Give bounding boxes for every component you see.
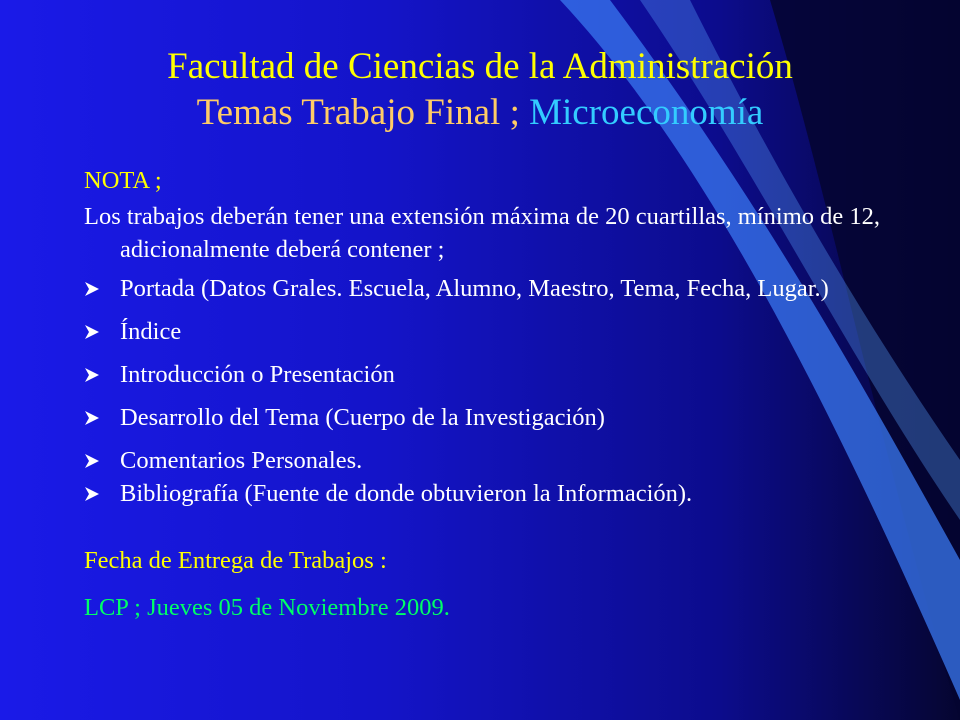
title-line-2: [0, 90, 960, 136]
list-item-bibliografia: [84, 477, 884, 510]
arrowhead-bullet-icon: [84, 453, 100, 469]
arrowhead-bullet-icon: [84, 486, 100, 502]
subtitle-part-2: Microeconomía: [529, 92, 764, 133]
fecha-label: Fecha de Entrega de Trabajos :: [84, 547, 387, 574]
list-item-comentarios: [84, 444, 884, 477]
list-item-indice: [84, 315, 884, 348]
list-item-introduccion: [84, 358, 884, 391]
spacer: [84, 510, 884, 544]
fecha-value: LCP ; Jueves 05 de Noviembre 2009.: [84, 594, 450, 621]
list-item-text: Introducción o Presentación: [120, 361, 395, 388]
arrowhead-bullet-icon: [84, 367, 100, 383]
list-item-portada: [84, 272, 884, 305]
subtitle-part-1: Temas Trabajo Final ;: [196, 92, 530, 133]
arrowhead-bullet-icon: [84, 324, 100, 340]
arrowhead-bullet-icon: [84, 410, 100, 426]
requirements-list: [84, 272, 884, 510]
list-item-text: Bibliografía (Fuente de donde obtuvieron la Información).: [120, 480, 693, 507]
requirements-paragraph: Los trabajos deberán tener una extensión máxima de 20 cuartillas, mínimo de 12, adicionalmente deberá contener ;: [84, 203, 881, 263]
arrowhead-bullet-icon: [84, 281, 100, 297]
title-line-1: Facultad de Ciencias de la Administración: [167, 46, 793, 87]
slide-content: [84, 160, 884, 624]
list-item-text: Comentarios Personales.: [120, 447, 363, 474]
list-item-desarrollo: [84, 401, 884, 434]
list-item-text: Portada (Datos Grales. Escuela, Alumno, Maestro, Tema, Fecha, Lugar.): [120, 275, 829, 302]
slide-title: [0, 44, 960, 136]
list-item-text: Índice: [120, 318, 182, 345]
list-item-text: Desarrollo del Tema (Cuerpo de la Investigación): [120, 404, 605, 431]
nota-label: NOTA ;: [84, 167, 162, 194]
